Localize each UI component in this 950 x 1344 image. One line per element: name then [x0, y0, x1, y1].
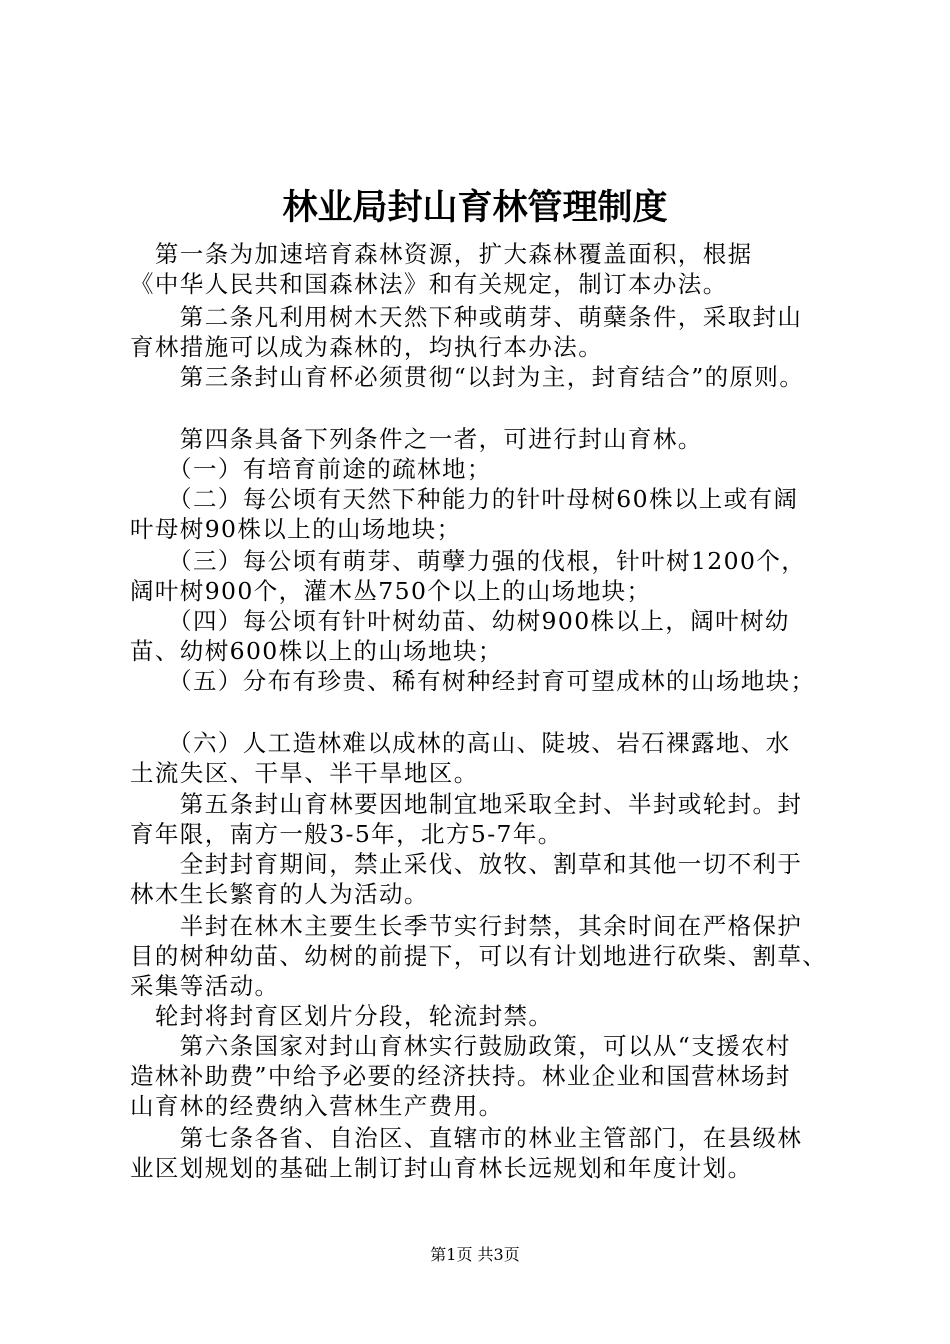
body-line: 造林补助费”中给予必要的经济扶持。林业企业和国营林场封 — [130, 1062, 791, 1090]
body-line: （三）每公顷有萌芽、萌孽力强的伐根，针叶树1200个， — [130, 547, 807, 575]
body-line: 全封封育期间，禁止采伐、放牧、割草和其他一切不利于 — [130, 850, 803, 878]
body-line: （四）每公顷有针叶树幼苗、幼树900株以上，阔叶树幼 — [130, 607, 790, 635]
body-line: 业区划规划的基础上制订封山育林长远规划和年度计划。 — [130, 1154, 753, 1182]
body-line: （二）每公顷有天然下种能力的针叶母树60株以上或有阔 — [130, 485, 799, 513]
body-line: 轮封将封育区划片分段，轮流封禁。 — [130, 1002, 554, 1030]
body-line: 苗、幼树600株以上的山场地块； — [130, 637, 503, 665]
body-line: （一）有培育前途的疏林地； — [130, 455, 492, 483]
body-line: 采集等活动。 — [130, 972, 280, 1000]
body-line: 半封在林木主要生长季节实行封禁，其余时间在严格保护 — [130, 912, 803, 940]
body-line: （六）人工造林难以成林的高山、陡坡、岩石裸露地、水 — [130, 729, 791, 757]
body-line: 《中华人民共和国森林法》和有关规定，制订本办法。 — [130, 270, 728, 298]
body-line: 第六条国家对封山育林实行鼓励政策，可以从“支援农村 — [130, 1032, 791, 1060]
body-line: （五）分布有珍贵、稀有树种经封育可望成林的山场地块； — [130, 667, 816, 695]
body-line: 阔叶树900个，灌木丛750个以上的山场地块； — [130, 577, 652, 605]
body-line: 第七条各省、自治区、直辖市的林业主管部门，在县级林 — [130, 1124, 803, 1152]
body-line: 第三条封山育杯必须贯彻“以封为主，封育结合”的原则。 — [130, 363, 805, 391]
body-line: 土流失区、干旱、半干旱地区。 — [130, 759, 479, 787]
body-line: 山育林的经费纳入营林生产费用。 — [130, 1092, 504, 1120]
body-line: 第四条具备下列条件之一者，可进行封山育林。 — [130, 425, 703, 453]
body-line: 育林措施可以成为森林的，均执行本办法。 — [130, 333, 604, 361]
body-line: 林木生长繁育的人为活动。 — [130, 880, 429, 908]
body-line: 育年限，南方一般3-5年，北方5-7年。 — [130, 820, 563, 848]
body-line: 第五条封山育林要因地制宜地采取全封、半封或轮封。封 — [130, 790, 803, 818]
body-line: 第一条为加速培育森林资源，扩大森林覆盖面积，根据 — [130, 240, 753, 268]
body-line: 第二条凡利用树木天然下种或萌芽、萌蘖条件，采取封山 — [130, 303, 803, 331]
page-footer: 第1页 共3页 — [430, 1245, 520, 1264]
page-title: 林业局封山育林管理制度 — [282, 187, 668, 228]
body-line: 目的树种幼苗、幼树的前提下，可以有计划地进行砍柴、割草、 — [130, 942, 828, 970]
body-line: 叶母树90株以上的山场地块； — [130, 515, 462, 543]
